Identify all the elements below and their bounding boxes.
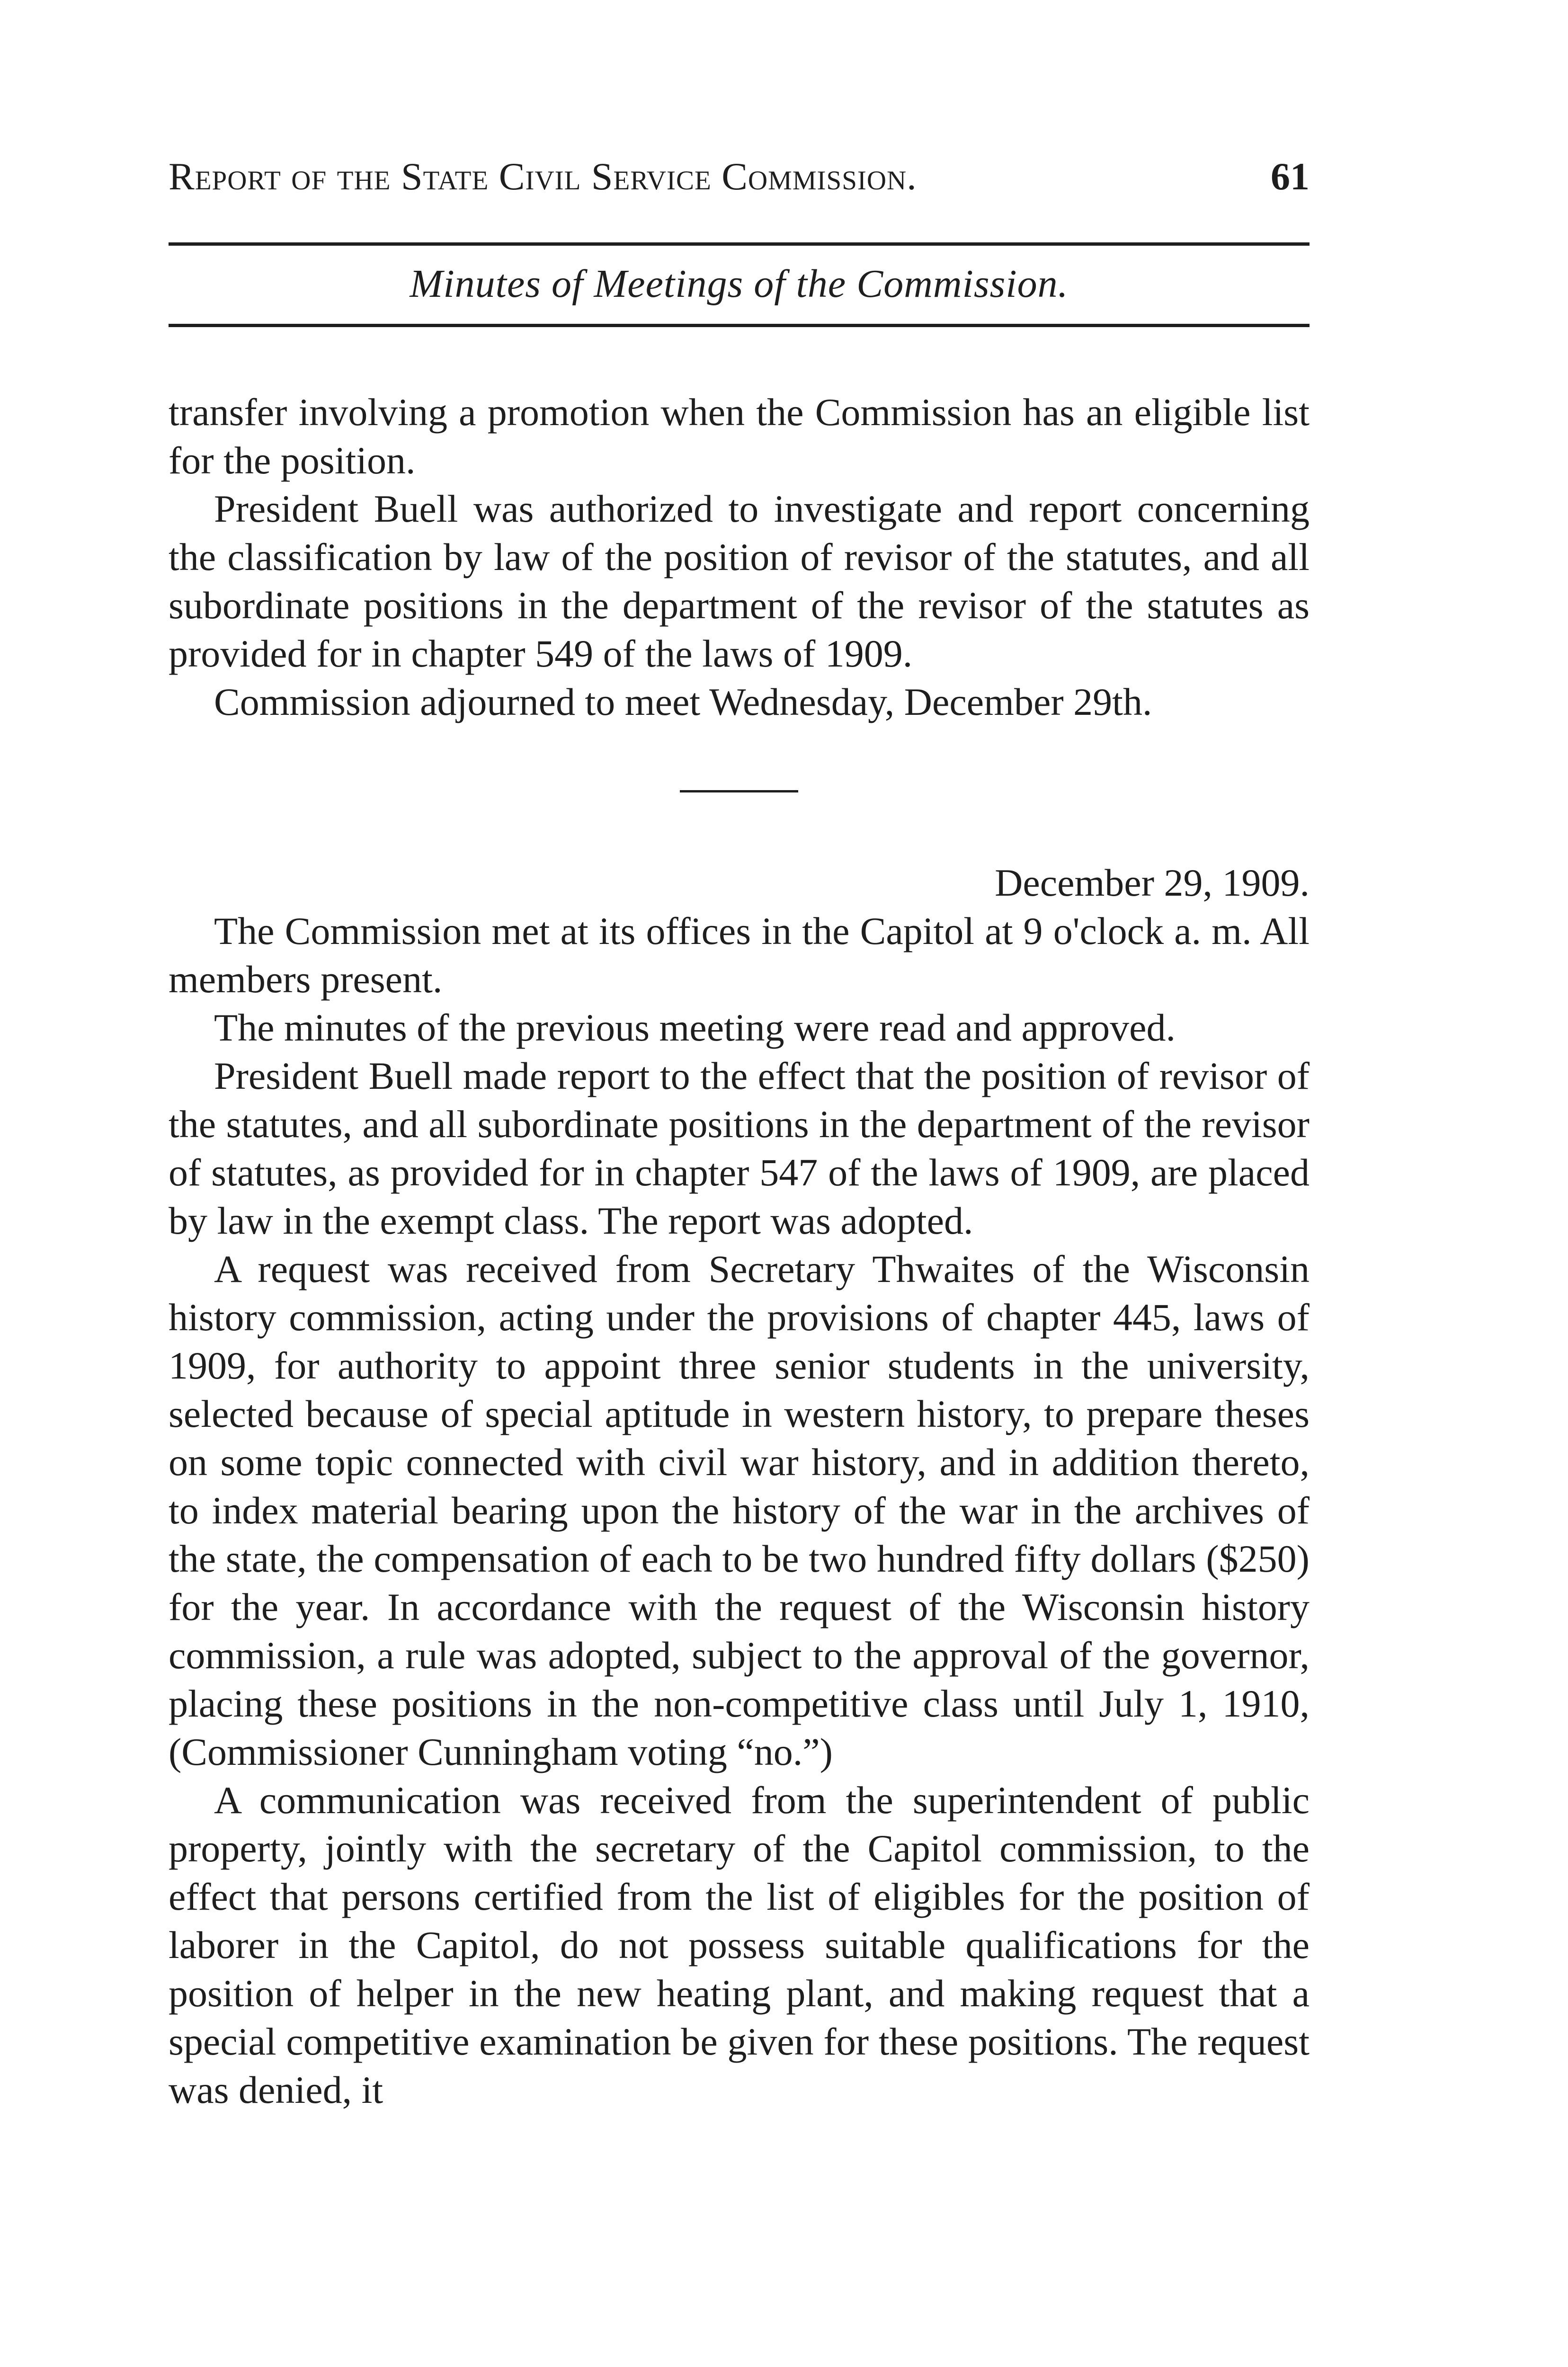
- paragraph-revisor-investigation: President Buell was authorized to investigate and report concerning the classification by law of the position of revisor of the statutes, and all subordinate positions in the department of the revisor of the statutes as provided for in chapter 549 of the laws of 1909.: [169, 487, 1310, 675]
- header-rule-bottom: [169, 324, 1310, 327]
- paragraph-heating-plant-communication: A communication was received from the superintendent of public property, jointly with the secretary of the Capitol commission, to the effect that persons certified from the list of eligibles for the position of laborer in the Capitol, do not possess suitable qualifications for the position of helper in the new heating plant, and making request that a special competitive examination be given for these positions. The request was denied, it: [169, 1779, 1310, 2111]
- running-title: Report of the State Civil Service Commission.: [169, 155, 917, 198]
- paragraph-minutes-approved: The minutes of the previous meeting were read and approved.: [214, 1006, 1176, 1049]
- header-rule-top: [169, 242, 1310, 246]
- paragraph-meeting-opened: The Commission met at its offices in the Capitol at 9 o'clock a. m. All members present.: [169, 909, 1310, 1001]
- page-number: 61: [1271, 155, 1310, 198]
- section-title: Minutes of Meetings of the Commission.: [410, 262, 1069, 306]
- section-separator: [680, 790, 798, 792]
- body-text: [169, 388, 1310, 2114]
- page-header: [169, 151, 1310, 203]
- paragraph-continued: transfer involving a promotion when the Commission has an eligible list for the position.: [169, 391, 1310, 482]
- paragraph-adjourned: Commission adjourned to meet Wednesday, December 29th.: [214, 680, 1152, 723]
- paragraph-history-commission-request: A request was received from Secretary Thwaites of the Wisconsin history commission, acting under the provisions of chapter 445, laws of 1909, for authority to appoint three senior students in the university, selected because of special aptitude in western history, to prepare theses on some topic connected with civil war history, and in addition thereto, to index material bearing upon the history of the war in the archives of the state, the compensation of each to be two hundred fifty dollars ($250) for the year. In accordance with the request of the Wisconsin history commission, a rule was adopted, subject to the approval of the governor, placing these positions in the non-competitive class until July 1, 1910, (Commissioner Cunningham voting “no.”): [169, 1247, 1310, 1773]
- meeting-dateline: December 29, 1909.: [995, 861, 1310, 904]
- paragraph-revisor-report: President Buell made report to the effect that the position of revisor of the statutes, and all subordinate positions in the department of the revisor of statutes, as provided for in chapter 547 of the laws of 1909, are placed by law in the exempt class. The report was adopted.: [169, 1054, 1310, 1242]
